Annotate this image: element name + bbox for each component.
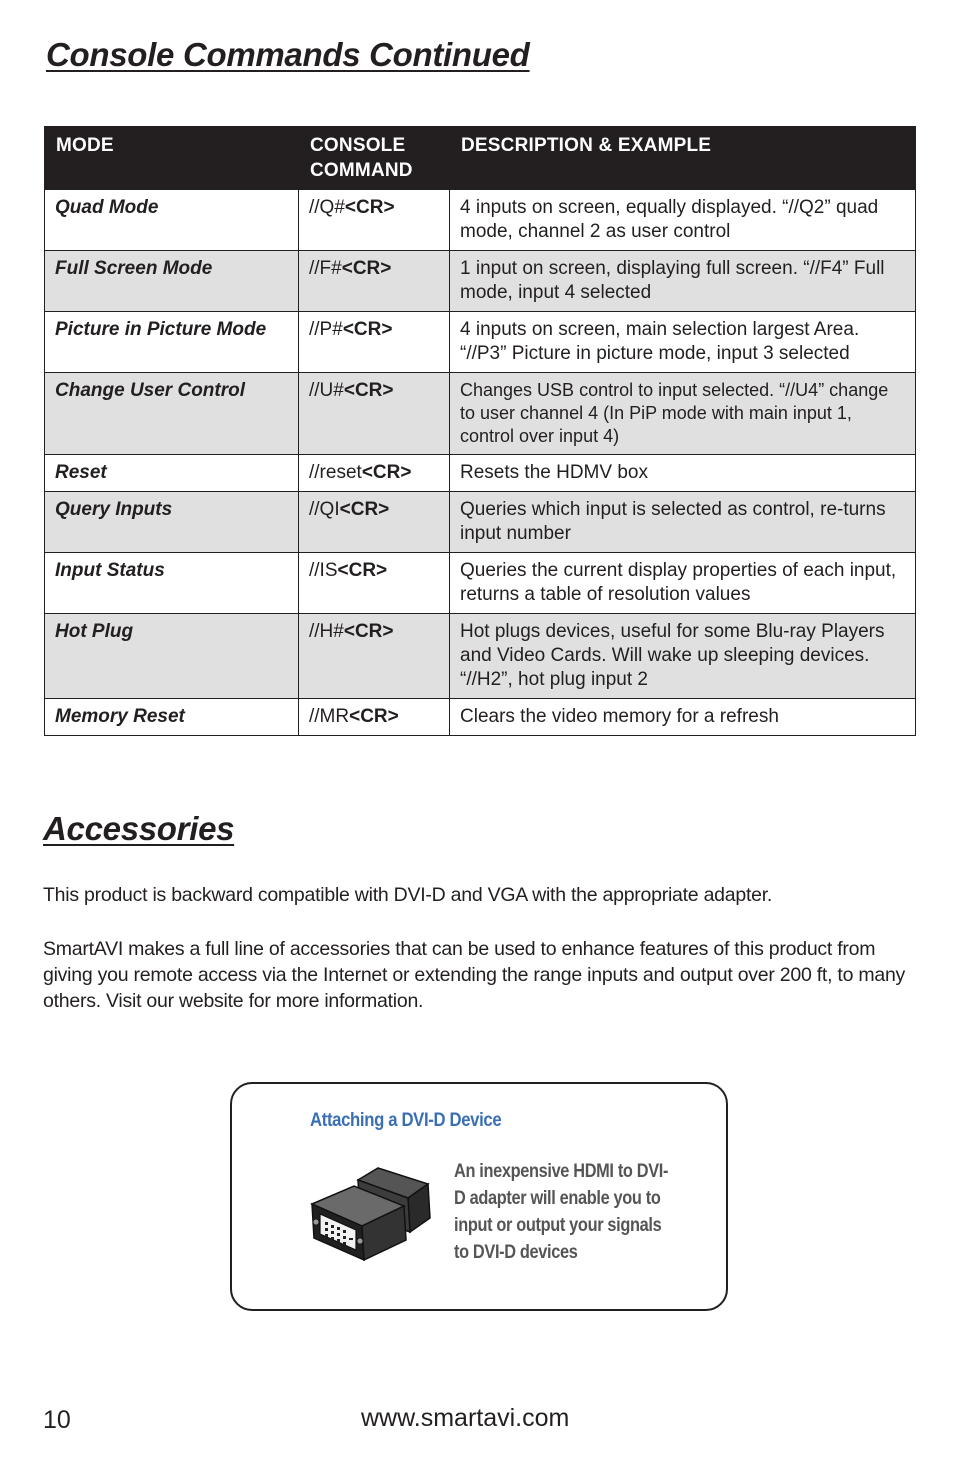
header-console-command: CONSOLE COMMAND [299,127,450,190]
command-cell [299,492,450,553]
table-header-row [45,127,916,190]
cr-token: <CR> [344,197,395,218]
mode-cell: Picture in Picture Mode [45,312,299,373]
mode-cell: Full Screen Mode [45,251,299,312]
table-row [45,251,916,312]
command-text: //IS [309,560,338,581]
page-title: Console Commands Continued [46,36,530,73]
figure-title: Attaching a DVI-D Device [310,1110,502,1131]
command-text: //F# [309,258,342,279]
cr-token: <CR> [361,462,412,483]
description-cell: Resets the HDMV box [450,455,916,492]
mode-cell: Memory Reset [45,699,299,736]
command-text: //Q# [309,197,345,218]
cr-token: <CR> [343,380,394,401]
command-cell [299,553,450,614]
description-cell: Clears the video memory for a refresh [450,699,916,736]
table-row [45,190,916,251]
table-row [45,455,916,492]
cr-token: <CR> [343,621,394,642]
table-row [45,553,916,614]
cr-token: <CR> [349,706,399,727]
website-link[interactable]: www.smartavi.com [361,1404,570,1432]
command-cell [299,251,450,312]
cr-token: <CR> [341,258,392,279]
description-cell: Changes USB control to input selected. “//U4” change to user channel 4 (In PiP mode with main input 1, control over input 4) [450,373,916,455]
mode-cell: Input Status [45,553,299,614]
table-row [45,492,916,553]
accessories-heading: Accessories [43,810,235,847]
mode-cell: Hot Plug [45,614,299,699]
command-cell [299,614,450,699]
description-cell: Hot plugs devices, useful for some Blu-ray Players and Video Cards. Will wake up sleeping devices. “//H2”, hot plug input 2 [450,614,916,699]
table-row [45,699,916,736]
header-description: DESCRIPTION & EXAMPLE [450,127,916,190]
mode-cell: Quad Mode [45,190,299,251]
command-cell [299,455,450,492]
hdmi-to-dvi-adapter-icon [306,1160,438,1270]
cr-token: <CR> [337,560,388,581]
description-cell: Queries which input is selected as control, re-turns input number [450,492,916,553]
command-cell [299,699,450,736]
command-text: //H# [309,621,344,642]
description-cell: Queries the current display properties of each input, returns a table of resolution values [450,553,916,614]
description-cell: 4 inputs on screen, equally displayed. “//Q2” quad mode, channel 2 as user control [450,190,916,251]
page-number: 10 [43,1406,71,1434]
mode-cell: Reset [45,455,299,492]
mode-cell: Query Inputs [45,492,299,553]
table-row [45,614,916,699]
command-text: //reset [309,462,362,483]
command-cell [299,312,450,373]
command-text: //P# [309,319,343,340]
table-row [45,373,916,455]
dvi-adapter-figure [230,1082,728,1311]
header-mode: MODE [45,127,299,190]
compatibility-paragraph: This product is backward compatible with DVI-D and VGA with the appropriate adapter. [43,884,773,906]
command-cell [299,190,450,251]
accessories-paragraph: SmartAVI makes a full line of accessories that can be used to enhance features of this product from giving you remote access via the Internet or extending the range inputs and output over 200 ft, to many others. Visit our website for more information. [43,938,906,1012]
figure-description: An inexpensive HDMI to DVI-D adapter will enable you to input or output your signals to DVI-D devices [454,1161,669,1263]
cr-token: <CR> [342,319,393,340]
description-cell: 1 input on screen, displaying full screen. “//F4” Full mode, input 4 selected [450,251,916,312]
command-text: //U# [309,380,344,401]
description-cell: 4 inputs on screen, main selection largest Area. “//P3” Picture in picture mode, input 3 selected [450,312,916,373]
mode-cell: Change User Control [45,373,299,455]
console-commands-table [44,126,916,736]
cr-token: <CR> [339,499,390,520]
table-row [45,312,916,373]
command-text: //MR [309,706,350,727]
command-text: //QI [309,499,340,520]
command-cell [299,373,450,455]
